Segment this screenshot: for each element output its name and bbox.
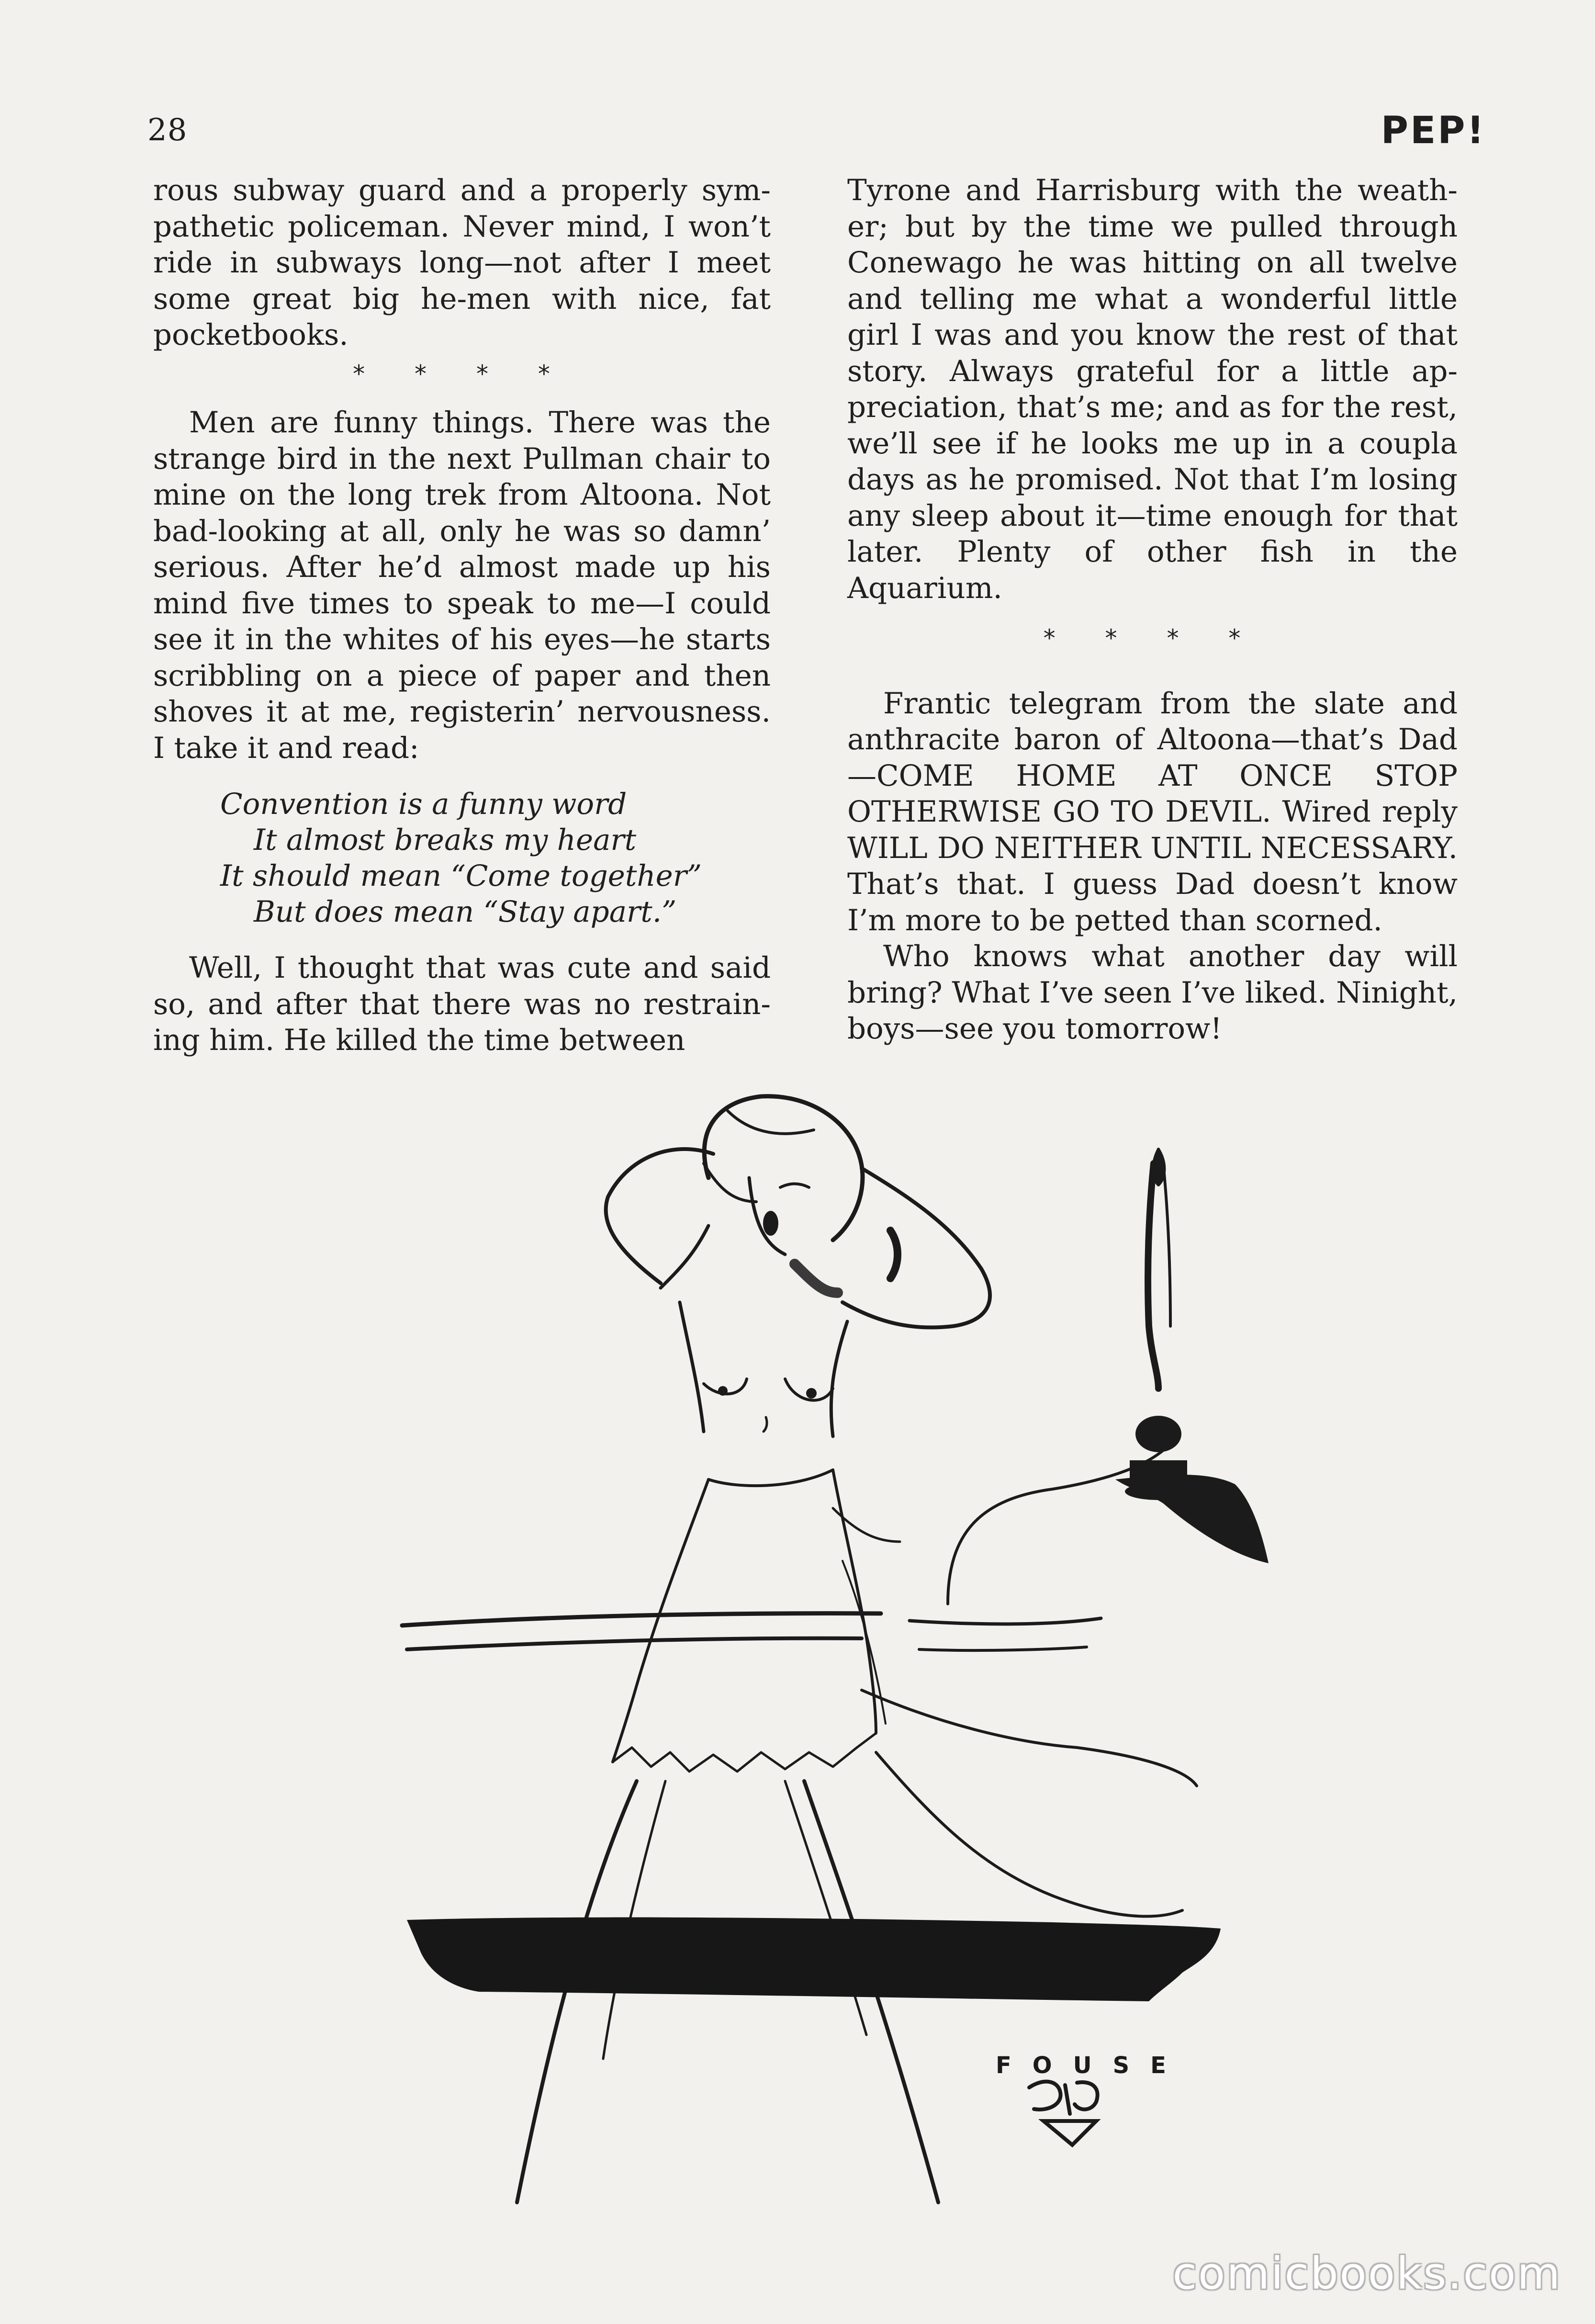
right-text-column (847, 172, 1458, 1047)
left-paragraph-1: rous subway guard and a properly sympathetic policeman. Never mind, I won’t ride in subways long—not after I meet some great big he-men with nice, fat pocketbooks. (153, 173, 771, 352)
page-number: 28 (147, 113, 188, 148)
section-separator: * * * * (1043, 624, 1262, 652)
left-text-column (153, 172, 771, 1059)
poem (153, 786, 771, 930)
poem-line: Convention is a funny word (220, 787, 627, 821)
right-paragraph-2: Frantic telegram from the slate and anthracite baron of Altoona—that’s Dad —COME HOME AT ONCE STOP OTHERWISE GO TO DEVIL. Wired reply WILL DO NEITHER UNTIL NECESSARY. That’s that. I guess Dad doesn’t know I’m more to be petted than scorned. (847, 686, 1458, 937)
magazine-title: PEP! (1381, 109, 1486, 152)
poem-line: It should mean “Come together” (220, 859, 702, 893)
poem-line: It almost breaks my heart (254, 823, 637, 857)
right-paragraph-3: Who knows what another day will bring? What I’ve seen I’ve liked. Ninight, boys—see you tomorrow! (847, 939, 1458, 1046)
left-paragraph-3: Well, I thought that was cute and said so, and after that there was no restraining him. He killed the time between (153, 951, 771, 1057)
section-separator: * * * * (353, 360, 571, 388)
left-paragraph-2: Men are funny things. There was the strange bird in the next Pullman chair to mine on the long trek from Altoona. Not bad-looking at all, only he was so damn’ serious. After he’d almost made up his mind five times to speak to me—I could see it in the whites of his eyes—he starts scribbling on a piece of paper and then shoves it at me, registerin’ nervousness. I take it and read: (153, 406, 771, 765)
watermark: comicbooks.com (1172, 2248, 1561, 2299)
artist-signature: FOUSE (996, 2052, 1187, 2079)
poem-line: But does mean “Stay apart.” (254, 895, 677, 929)
right-paragraph-1: Tyrone and Harrisburg with the weather; but by the time we pulled through Conewago he was hitting on all twelve and telling me what a wonderful little girl I was and you know the rest of that story. Always grateful for a little appreciation, that’s me; and as for the rest, we’ll see if he looks me up in a coupla days as he promised. Not that I’m losing any sleep about it—time enough for that later. Plenty of other fish in the Aquarium. (847, 173, 1458, 605)
